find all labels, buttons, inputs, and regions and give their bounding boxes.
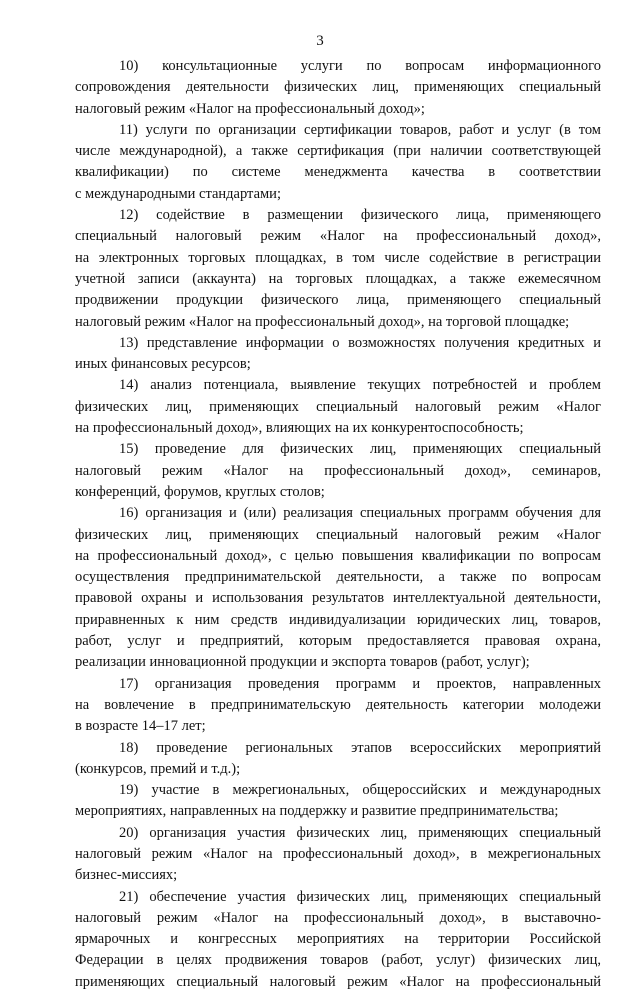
text-line: 18) проведение региональных этапов всероссийских мероприятий bbox=[119, 739, 601, 756]
text-line: 19) участие в межрегиональных, общероссийских и международных bbox=[119, 782, 601, 799]
list-item-paragraph bbox=[75, 674, 601, 738]
text-line: физических лиц, применяющих специальный налоговый режим «Налог bbox=[75, 398, 601, 415]
list-item-paragraph bbox=[75, 823, 601, 887]
text-line: налоговый режим «Налог на профессиональный доход», в межрегиональных bbox=[75, 845, 601, 862]
text-line: специальный налоговый режим «Налог на профессиональный доход», bbox=[75, 228, 601, 245]
text-line: налоговый режим «Налог на профессиональный доход», на торговой площадке; bbox=[75, 313, 570, 330]
text-line: применяющих специальный налоговый режим «Налог на профессиональный bbox=[75, 973, 601, 990]
text-line: учетной записи (аккаунта) на торговых площадках, а также ежемесячном bbox=[75, 270, 601, 287]
list-item-paragraph bbox=[75, 887, 601, 993]
text-line: 13) представление информации о возможностях получения кредитных и bbox=[119, 334, 601, 351]
list-item-paragraph bbox=[75, 333, 601, 376]
text-line: 20) организация участия физических лиц, применяющих специальный bbox=[119, 824, 601, 841]
text-line: конференций, форумов, круглых столов; bbox=[75, 483, 325, 500]
text-line: ярмарочных и конгрессных мероприятиях на территории Российской bbox=[75, 931, 601, 948]
text-line: числе международной), а также сертификация (при наличии соответствующей bbox=[75, 143, 601, 160]
text-line: иных финансовых ресурсов; bbox=[75, 356, 251, 373]
text-line: налоговый режим «Налог на профессиональный доход», семинаров, bbox=[75, 462, 601, 479]
text-line: работ, услуг и предприятий, которым предоставляется правовая охрана, bbox=[75, 633, 601, 650]
text-line: с международными стандартами; bbox=[75, 185, 281, 202]
list-item-paragraph bbox=[75, 56, 601, 120]
list-item-paragraph bbox=[75, 738, 601, 781]
text-line: на электронных торговых площадках, в том числе содействие в регистрации bbox=[75, 249, 601, 266]
text-line: бизнес-миссиях; bbox=[75, 867, 178, 884]
list-item-paragraph bbox=[75, 375, 601, 439]
text-line: на профессиональный доход», влияющих на их конкурентоспособность; bbox=[75, 420, 524, 437]
text-line: Федерации в целях продвижения товаров (работ, услуг) физических лиц, bbox=[75, 952, 601, 969]
text-line: 12) содействие в размещении физического лица, применяющего bbox=[119, 207, 601, 224]
text-line: правовой охраны и использования результатов интеллектуальной деятельности, bbox=[75, 590, 601, 607]
text-line: (конкурсов, премий и т.д.); bbox=[75, 760, 241, 777]
text-line: осуществления предпринимательской деятельности, а также по вопросам bbox=[75, 569, 601, 586]
list-item-paragraph bbox=[75, 120, 601, 205]
text-line: приравненных к ним средств индивидуализации юридических лиц, товаров, bbox=[75, 611, 601, 628]
list-item-paragraph bbox=[75, 439, 601, 503]
text-line: квалификации) по системе менеджмента качества в соответствии bbox=[75, 164, 601, 181]
text-line: реализации инновационной продукции и экспорта товаров (работ, услуг); bbox=[75, 654, 530, 671]
text-line: 15) проведение для физических лиц, применяющих специальный bbox=[119, 441, 601, 458]
list-item-paragraph bbox=[75, 503, 601, 673]
text-line: в возрасте 14–17 лет; bbox=[75, 718, 206, 735]
text-line: 17) организация проведения программ и проектов, направленных bbox=[119, 675, 601, 692]
text-line: мероприятиях, направленных на поддержку и развитие предпринимательства; bbox=[75, 803, 559, 820]
list-item-paragraph bbox=[75, 205, 601, 333]
list-item-paragraph bbox=[75, 780, 601, 823]
text-line: продвижении продукции физического лица, применяющего специальный bbox=[75, 292, 601, 309]
text-line: 14) анализ потенциала, выявление текущих потребностей и проблем bbox=[119, 377, 601, 394]
text-line: налоговый режим «Налог на профессиональный доход», в выставочно- bbox=[75, 909, 601, 926]
text-line: сопровождения деятельности физических лиц, применяющих специальный bbox=[75, 79, 601, 96]
text-line: 21) обеспечение участия физических лиц, применяющих специальный bbox=[119, 888, 601, 905]
text-line: на вовлечение в предпринимательскую деятельность категории молодежи bbox=[75, 696, 601, 713]
text-line: 10) консультационные услуги по вопросам информационного bbox=[119, 58, 601, 74]
page-number: 3 bbox=[316, 33, 324, 49]
text-line: налоговый режим «Налог на профессиональный доход»; bbox=[75, 100, 425, 117]
text-line: физических лиц, применяющих специальный налоговый режим «Налог bbox=[75, 526, 601, 543]
document-body bbox=[75, 56, 601, 993]
text-line: на профессиональный доход», с целью повышения квалификации по вопросам bbox=[75, 547, 601, 564]
text-line: 16) организация и (или) реализация специальных программ обучения для bbox=[119, 505, 601, 522]
text-line: 11) услуги по организации сертификации товаров, работ и услуг (в том bbox=[119, 121, 601, 138]
